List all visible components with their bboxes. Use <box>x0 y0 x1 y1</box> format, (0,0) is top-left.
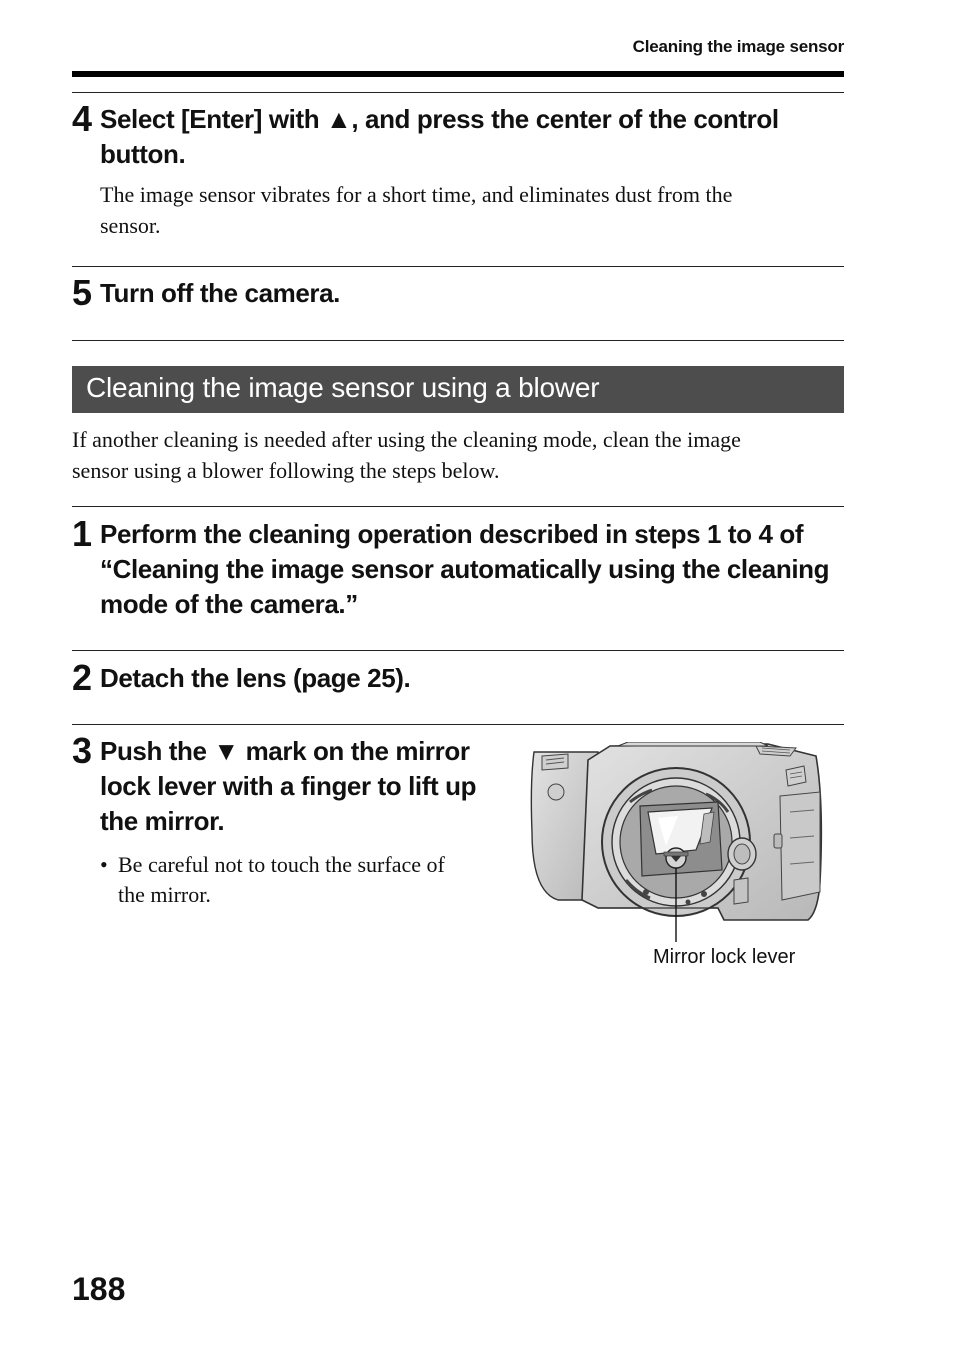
page-number: 188 <box>72 1271 126 1307</box>
step-4-heading-line-2: button. <box>100 139 186 169</box>
step-5-number: 5 <box>72 272 93 313</box>
section-intro-line-1: If another cleaning is needed after using the cleaning mode, clean the image <box>72 427 741 452</box>
step-1-heading-line-2: “Cleaning the image sensor automatically using the cleaning <box>100 554 830 584</box>
step-3-heading-line-2: lock lever with a finger to lift up <box>100 771 477 801</box>
step-4-number: 4 <box>72 98 93 139</box>
header-rule <box>72 71 844 77</box>
step-1-number: 1 <box>72 513 93 554</box>
step-3-number: 3 <box>72 730 93 771</box>
step-1-heading-line-1: Perform the cleaning operation described in steps 1 to 4 of <box>100 519 804 549</box>
step-2-heading: Detach the lens (page 25). <box>100 663 411 693</box>
step-3-heading-line-3: the mirror. <box>100 806 225 836</box>
step-3-heading-line-1: Push the ▼ mark on the mirror <box>100 736 470 766</box>
section-intro-line-2: sensor using a blower following the steps below. <box>72 458 500 483</box>
divider <box>72 266 844 267</box>
step-3-bullet-line-1: Be careful not to touch the surface of <box>118 852 445 877</box>
step-2-number: 2 <box>72 657 93 698</box>
divider <box>72 506 844 507</box>
divider <box>72 650 844 651</box>
section-heading-bar <box>72 366 844 413</box>
step-5-heading: Turn off the camera. <box>100 278 341 308</box>
step-4-body-line-2: sensor. <box>100 213 161 238</box>
divider <box>72 340 844 341</box>
section-heading: Cleaning the image sensor using a blower <box>86 372 600 403</box>
step-3-bullet-line-2: the mirror. <box>118 882 211 907</box>
divider <box>72 724 844 725</box>
figure-caption: Mirror lock lever <box>653 946 796 968</box>
step-1-heading-line-3: mode of the camera.” <box>100 589 358 619</box>
step-4-body-line-1: The image sensor vibrates for a short time, and eliminates dust from the <box>100 182 733 207</box>
bullet-dot: • <box>100 852 108 877</box>
running-header: Cleaning the image sensor <box>632 37 844 56</box>
divider <box>72 92 844 93</box>
step-4-heading-line-1: Select [Enter] with ▲, and press the center of the control <box>100 104 779 134</box>
